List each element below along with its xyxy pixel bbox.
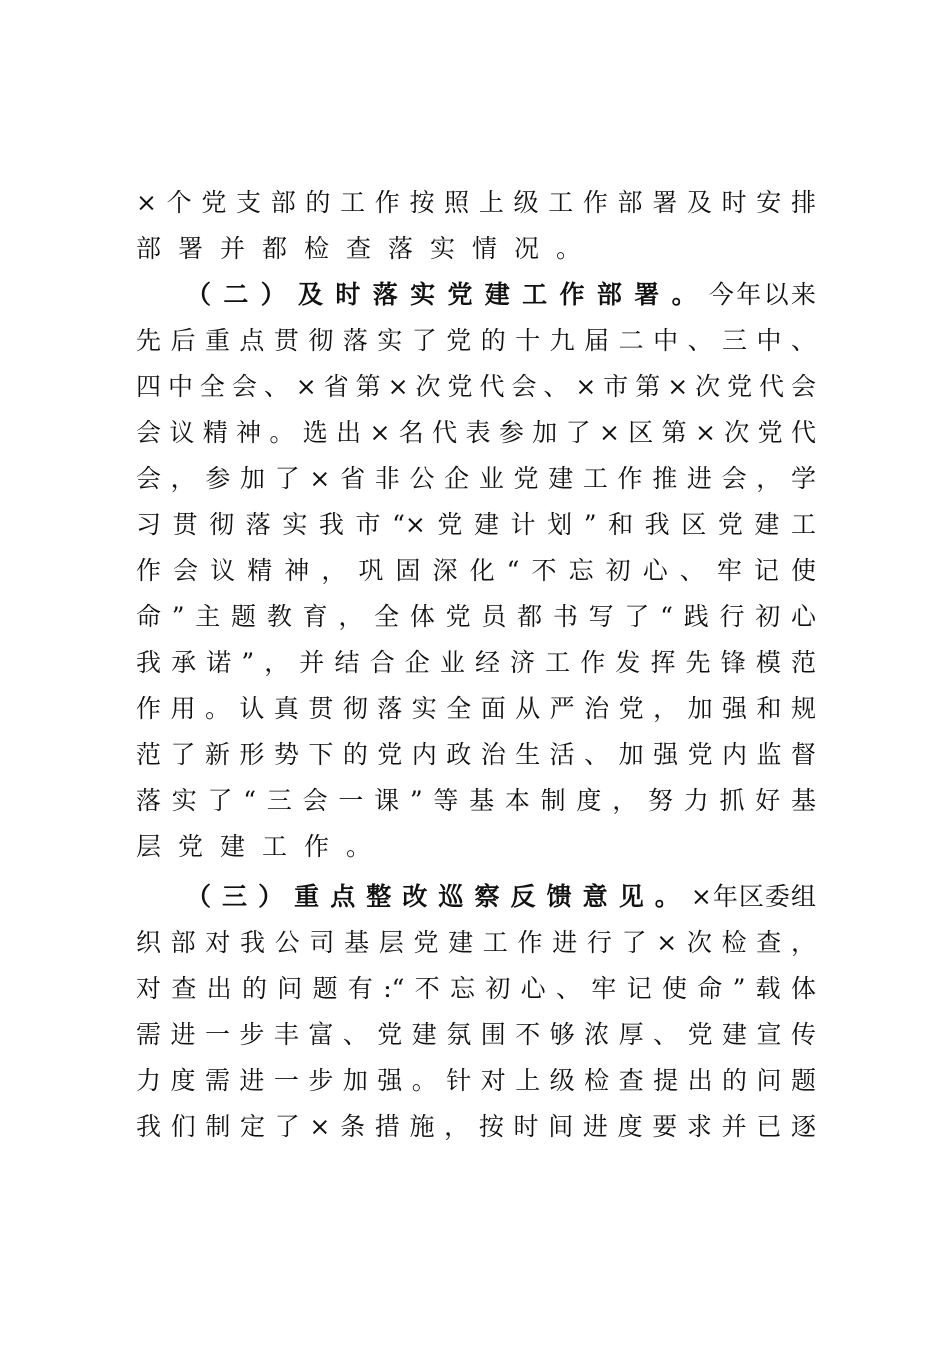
paragraph-2-first-line xyxy=(186,275,816,315)
paragraph-3-line-3: 对查出的问题有:“不忘初心、牢记使命”载体 xyxy=(136,974,816,1003)
paragraph-3-first-line xyxy=(186,877,816,917)
section-heading-3: （三）重点整改巡察反馈意见。 xyxy=(186,882,691,911)
paragraph-2-line-10: 作用。认真贯彻落实全面从严治党，加强和规 xyxy=(136,694,816,723)
paragraph-2-line-4: 会议精神。选出×名代表参加了×区第×次党代 xyxy=(136,418,816,447)
paragraph-2-line-8: 命”主题教育，全体党员都书写了“践行初心 xyxy=(136,602,816,631)
paragraph-2-line-7: 作会议精神，巩固深化“不忘初心、牢记使 xyxy=(136,556,816,585)
paragraph-2-line-3: 四中全会、×省第×次党代会、×市第×次党代会 xyxy=(136,372,816,401)
paragraph-2-line-13: 层党建工作。 xyxy=(136,832,389,861)
paragraph-3-line-5: 力度需进一步加强。针对上级检查提出的问题 xyxy=(136,1066,816,1095)
paragraph-2-line-12: 落实了“三会一课”等基本制度，努力抓好基 xyxy=(136,786,816,815)
paragraph-2-line-6: 习贯彻落实我市“×党建计划”和我区党建工 xyxy=(136,510,816,539)
paragraph-2-line-9: 我承诺”，并结合企业经济工作发挥先锋模范 xyxy=(136,648,816,677)
paragraph-3-line-1-text: ×年区委组 xyxy=(690,882,816,911)
paragraph-1-line-2: 部署并都检查落实情况。 xyxy=(136,234,599,263)
paragraph-2-line-11: 范了新形势下的党内政治生活、加强党内监督 xyxy=(136,740,816,769)
paragraph-2-line-2: 先后重点贯彻落实了党的十九届二中、三中、 xyxy=(136,326,816,355)
paragraph-3-line-4: 需进一步丰富、党建氛围不够浓厚、党建宣传 xyxy=(136,1020,816,1049)
paragraph-3-line-6: 我们制定了×条措施，按时间进度要求并已逐 xyxy=(136,1112,816,1141)
paragraph-2-line-1-text: 今年以来 xyxy=(708,280,816,309)
paragraph-2-line-5: 会，参加了×省非公企业党建工作推进会，学 xyxy=(136,464,816,493)
section-heading-2: （二）及时落实党建工作部署。 xyxy=(186,280,709,309)
paragraph-1-line-1: ×个党支部的工作按照上级工作部署及时安排 xyxy=(136,188,816,217)
paragraph-3-line-2: 织部对我公司基层党建工作进行了×次检查， xyxy=(136,928,816,957)
